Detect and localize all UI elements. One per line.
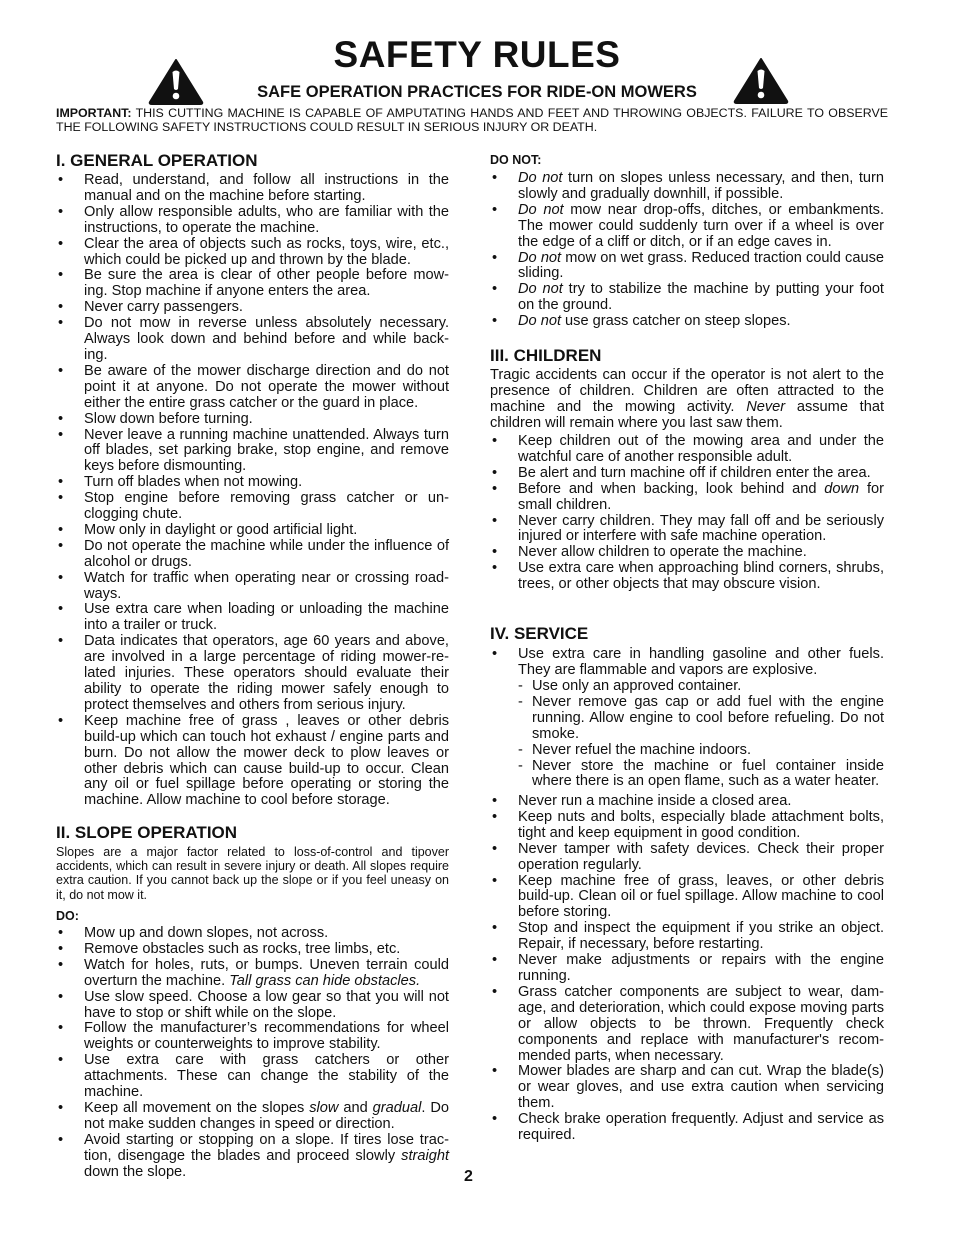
list-item: • Mower blades are sharp and can cut. Wrap the blade(s) or wear gloves, and use extra caution when servicing them. <box>490 1064 884 1112</box>
do-label: DO: <box>56 909 79 923</box>
slope-intro: Slopes are a major factor related to loss-of-control and tipover accidents, which can result in severe injury or death. All slopes require extra caution. If you cannot back up the slope or if you feel uneasy on it, do not mow it. <box>56 845 449 902</box>
service-list <box>490 794 884 1144</box>
list-item: • Read, understand, and follow all instructions in the manual and on the machine before starting. <box>56 173 449 205</box>
list-item: • Keep machine free of grass, leaves, or other debris build-up. Clean oil or fuel spillage. Allow machine to cool before storing. <box>490 874 884 922</box>
page-number: 2 <box>464 1168 473 1185</box>
page-subtitle: SAFE OPERATION PRACTICES FOR RIDE-ON MOWERS <box>257 83 697 101</box>
list-item: • Avoid starting or stopping on a slope. If tires lose trac-tion, disengage the blades and proceed slowly straight down the slope. <box>56 1133 449 1181</box>
list-item: • Watch for traffic when operating near or crossing road-ways. <box>56 571 449 603</box>
list-item: • Never carry children. They may fall off and be seriously injured or interfere with safe machine operation. <box>490 514 884 546</box>
page-title: SAFETY RULES <box>333 34 621 75</box>
list-item: • Never tamper with safety devices. Check their proper operation regularly. <box>490 842 884 874</box>
list-item: - Never remove gas cap or add fuel with the engine running. Allow engine to cool before refueling. Do not smoke. <box>518 695 884 743</box>
list-item: - Use only an approved container. <box>518 679 884 695</box>
list-item: • Stop engine before removing grass catcher or un-clogging chute. <box>56 491 449 523</box>
children-intro: Tragic accidents can occur if the operator is not alert to the presence of children. Children are often attracted to the machine and the mowing activity. Never assume that children will remain where you last saw them. <box>490 367 884 431</box>
important-label: IMPORTANT: <box>56 106 132 120</box>
list-item: • Be alert and turn machine off if children enter the area. <box>490 466 884 482</box>
list-item: • Keep machine free of grass , leaves or other debris build-up which can touch hot exhaust / engine parts and burn. Do not allow the mower deck to plow leaves or other debris which can cause build-up to occur. Clean any oil or fuel spillage before operating or storing the machine. Allow machine to cool before storage. <box>56 714 449 809</box>
children-list <box>490 434 884 593</box>
list-item: • Follow the manufacturer’s recommendations for wheel weights or counterweights to improve stability. <box>56 1021 449 1053</box>
list-item: - Never store the machine or fuel container inside where there is an open flame, such as a water heater. <box>518 759 884 791</box>
list-item: • Use extra care when approaching blind corners, shrubs, trees, or other objects that may obscure vision. <box>490 561 884 593</box>
do-not-label: DO NOT: <box>490 153 542 167</box>
list-item: • Mow only in daylight or good artificial light. <box>56 523 449 539</box>
list-item: • Do not mow in reverse unless absolutely necessary. Always look down and behind before and while back-ing. <box>56 316 449 364</box>
list-item: • Do not mow near drop-offs, ditches, or embankments. The mower could suddenly turn over if a wheel is over the edge of a cliff or ditch, or if an edge caves in. <box>490 203 884 251</box>
list-item: • Watch for holes, ruts, or bumps. Uneven terrain could overturn the machine. Tall grass can hide obstacles. <box>56 958 449 990</box>
list-item: • Slow down before turning. <box>56 412 449 428</box>
section-heading-children: III. CHILDREN <box>490 346 602 365</box>
service-fuel-item <box>490 647 884 679</box>
list-item: • Never allow children to operate the machine. <box>490 545 884 561</box>
list-item: • Mow up and down slopes, not across. <box>56 926 449 942</box>
list-item: • Use extra care when loading or unloading the machine into a trailer or truck. <box>56 602 449 634</box>
list-item: • Keep children out of the mowing area and under the watchful care of another responsible adult. <box>490 434 884 466</box>
list-item: • Never run a machine inside a closed area. <box>490 794 884 810</box>
general-operation-list <box>56 173 449 809</box>
warning-triangle-icon <box>733 56 789 104</box>
list-item: • Check brake operation frequently. Adjust and service as required. <box>490 1112 884 1144</box>
list-item: • Remove obstacles such as rocks, tree limbs, etc. <box>56 942 449 958</box>
list-item: • Stop and inspect the equipment if you strike an object. Repair, if necessary, before restarting. <box>490 921 884 953</box>
list-item: • Grass catcher components are subject to wear, dam-age, and deterioration, which could expose moving parts or allow objects to be thrown. Frequently check components and replace with manufacturer's recom-mended parts, when necessary. <box>490 985 884 1065</box>
do-not-list <box>490 171 884 330</box>
list-item: • Do not turn on slopes unless necessary, and then, turn slowly and gradually downhill, if possible. <box>490 171 884 203</box>
list-item: • Be aware of the mower discharge direction and do not point it at anyone. Do not operate the mower without either the entire grass catcher or the guard in place. <box>56 364 449 412</box>
list-item: • Keep nuts and bolts, especially blade attachment bolts, tight and keep equipment in good condition. <box>490 810 884 842</box>
list-item: • Use slow speed. Choose a low gear so that you will not have to stop or shift while on the slope. <box>56 990 449 1022</box>
list-item: • Never make adjustments or repairs with the engine running. <box>490 953 884 985</box>
list-item: • Data indicates that operators, age 60 years and above, are involved in a large percentage of riding mower-re-lated injuries. These operators should evaluate their ability to operate the riding mower safely enough to protect themselves and others from serious injury. <box>56 634 449 714</box>
section-heading-slope: II. SLOPE OPERATION <box>56 823 238 842</box>
important-text: THIS CUTTING MACHINE IS CAPABLE OF AMPUTATING HANDS AND FEET AND THROWING OBJECTS. FAILURE TO OBSERVE THE FOLLOWING SAFETY INSTRUCTIONS COULD RESULT IN SERIOUS INJURY OR DEATH. <box>56 106 888 134</box>
section-heading-service: IV. SERVICE <box>490 624 589 643</box>
list-item: • Never leave a running machine unattended. Always turn off blades, set parking brake, stop engine, and remove keys before dismounting. <box>56 428 449 476</box>
list-item: - Never refuel the machine indoors. <box>518 743 884 759</box>
list-item: • Be sure the area is clear of other people before mow-ing. Stop machine if anyone enters the area. <box>56 268 449 300</box>
list-item: • Keep all movement on the slopes slow and gradual. Do not make sudden changes in speed or direction. <box>56 1101 449 1133</box>
fuel-precautions-list <box>518 679 884 790</box>
list-item: • Turn off blades when not mowing. <box>56 475 449 491</box>
list-item: • Do not try to stabilize the machine by putting your foot on the ground. <box>490 282 884 314</box>
list-item: • Only allow responsible adults, who are familiar with the instructions, to operate the machine. <box>56 205 449 237</box>
important-notice <box>56 106 888 134</box>
list-item: • Use extra care in handling gasoline and other fuels. They are flammable and vapors are explosive. <box>490 647 884 679</box>
list-item: • Do not operate the machine while under the influence of alcohol or drugs. <box>56 539 449 571</box>
list-item: • Never carry passengers. <box>56 300 449 316</box>
list-item: • Before and when backing, look behind and down for small children. <box>490 482 884 514</box>
list-item: • Use extra care with grass catchers or other attachments. These can change the stability of the machine. <box>56 1053 449 1101</box>
section-heading-general: I. GENERAL OPERATION <box>56 151 258 170</box>
list-item: • Do not mow on wet grass. Reduced traction could cause sliding. <box>490 251 884 283</box>
list-item: • Clear the area of objects such as rocks, toys, wire, etc., which could be picked up and thrown by the blade. <box>56 237 449 269</box>
do-list <box>56 926 449 1181</box>
list-item: • Do not use grass catcher on steep slopes. <box>490 314 884 330</box>
